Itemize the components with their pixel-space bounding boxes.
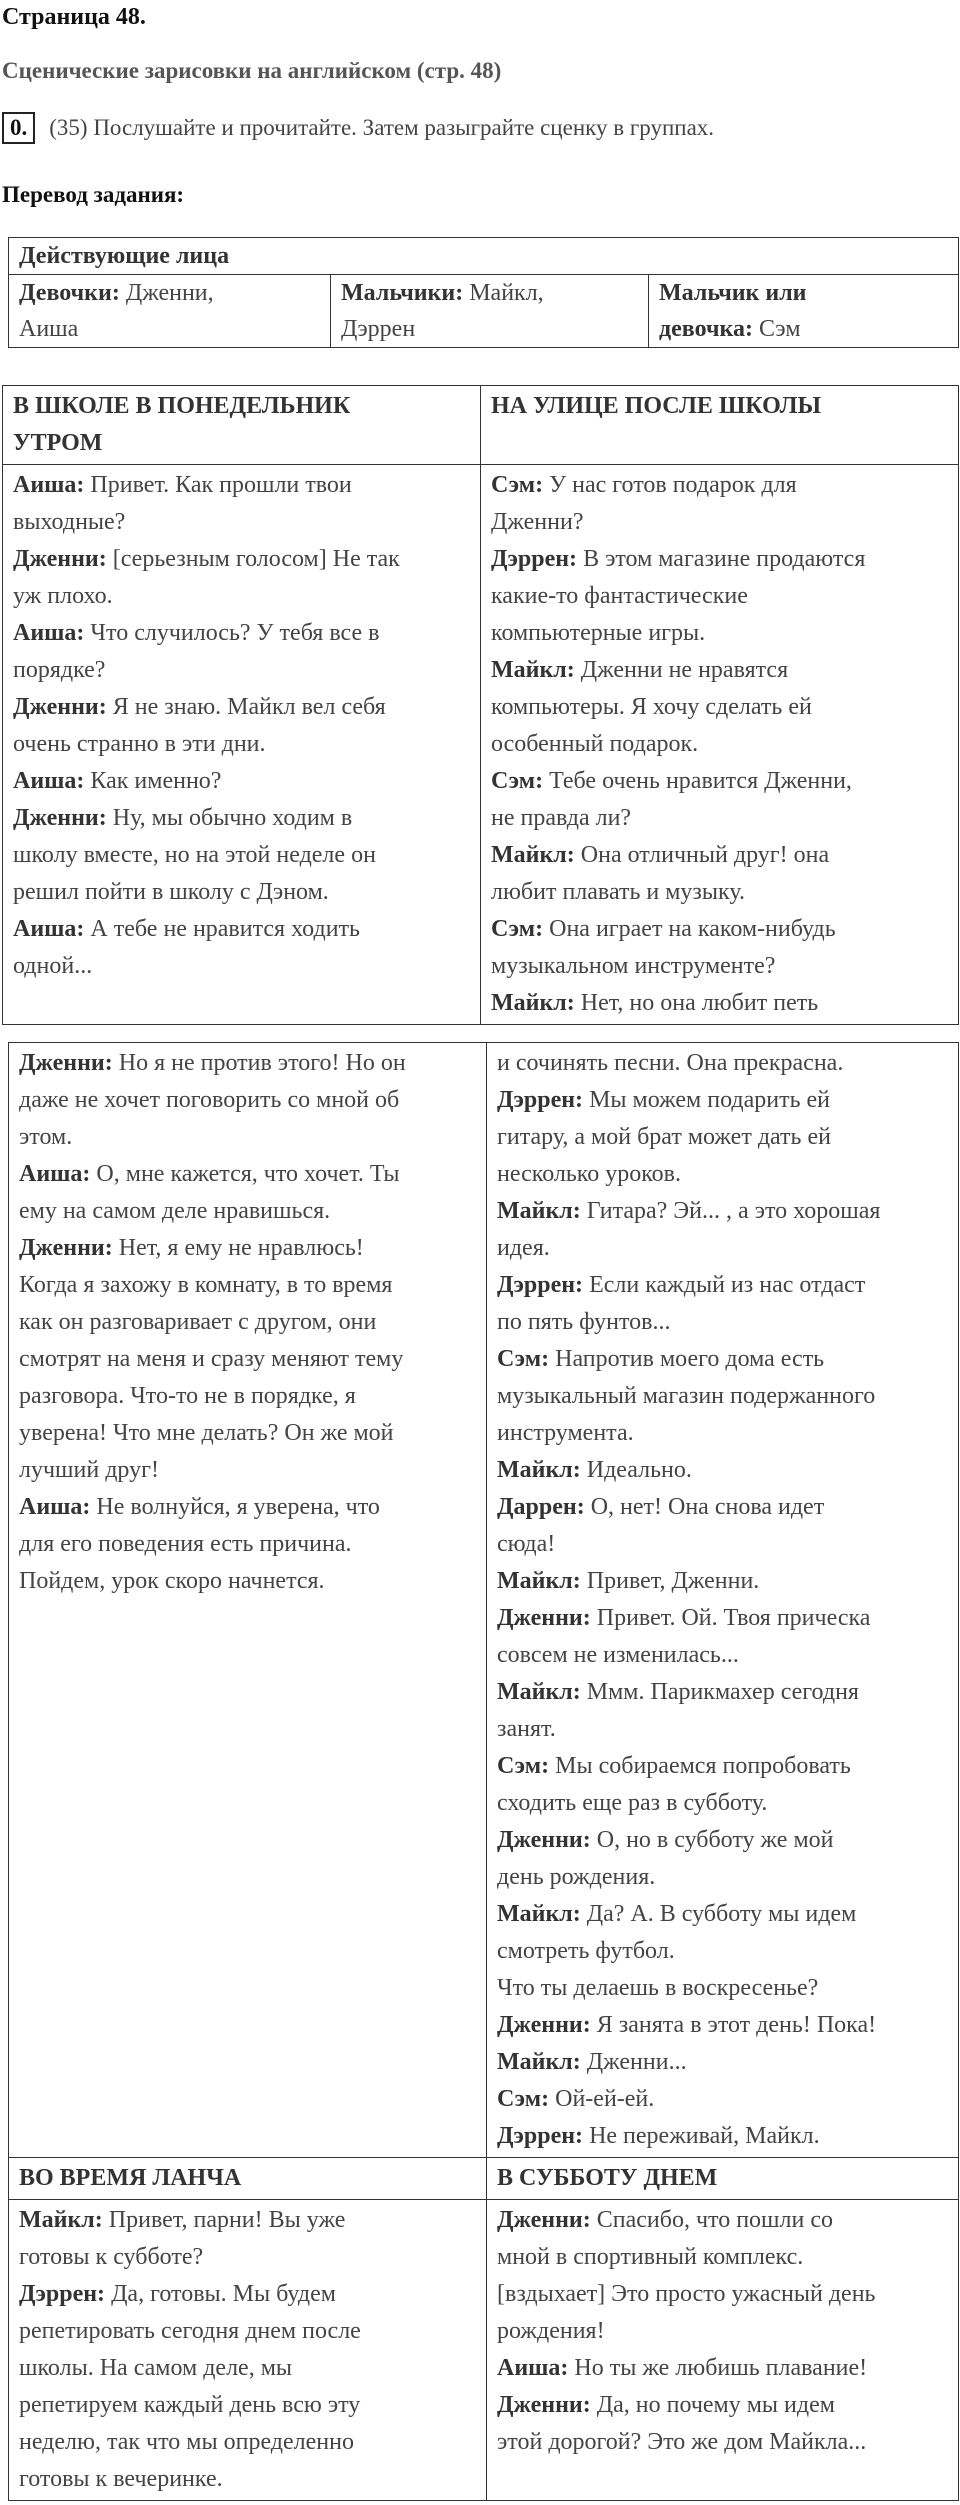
dialogue-line [491,763,948,800]
dialogue-line [13,467,470,504]
line-text: уверена! Что мне делать? Он же мой [19,1420,394,1446]
line-text: не правда ли? [491,805,632,831]
line-text: Она отличный друг! она [580,842,830,868]
dialogue-line [497,1082,948,1119]
line-text: Спасибо, что пошли со [596,2207,833,2233]
dialogue-line [497,1526,948,1563]
cast-girls [9,275,331,348]
dialogue-line [497,1785,948,1822]
line-text: В этом магазине продаются [583,546,866,572]
line-text: сходить еще раз в субботу. [497,1790,768,1816]
dialogue-line [497,1748,948,1785]
speaker-name: Дженни: [13,805,107,831]
line-text: Да? А. В субботу мы идем [586,1901,857,1927]
dialogue-monday-cont [9,1043,487,2158]
line-text: Не волнуйся, я уверена, что [96,1494,380,1520]
line-text: Да, готовы. Мы будем [111,2281,336,2307]
speaker-name: Сэм: [491,916,544,942]
speaker-name: Аиша: [19,1494,91,1520]
dialogue-line [491,874,948,911]
line-text: разговора. Что-то не в порядке, я [19,1383,356,1409]
girls-value: Дженни, [125,280,214,306]
dialogue-line [19,1156,476,1193]
line-text: рождения! [497,2318,605,2344]
speaker-name: Дэррен: [19,2281,106,2307]
line-text: Нет, я ему не нравлюсь! [118,1235,364,1261]
dialogue-line [13,874,470,911]
dialogue-line [19,1304,476,1341]
dialogue-line [497,1637,948,1674]
speaker-name: Дэррен: [497,2123,584,2149]
dialogue-line [497,1933,948,1970]
boys-label: Мальчики: [341,280,464,306]
line-text: Напротив моего дома есть [555,1346,825,1372]
dialogue-line [497,1600,948,1637]
line-text: У нас готов подарок для [549,472,797,498]
girls-value-2: Аиша [19,316,79,342]
dialogue-line [491,504,948,541]
line-text: О, но в субботу же мой [596,1827,834,1853]
dialogue-line [497,2276,948,2313]
line-text: какие-то фантастические [491,583,748,609]
dialogue-line [497,2118,948,2155]
scene-header-monday: В ШКОЛЕ В ПОНЕДЕЛЬНИК УТРОМ [3,386,481,465]
dialogue-line [497,1304,948,1341]
dialogue-line [491,467,948,504]
line-text: неделю, так что мы определенно [19,2429,354,2455]
line-text: [серьезным голосом] Не так [112,546,400,572]
dialogue-line [491,948,948,985]
dialogue-line [13,948,470,985]
line-text: репетируем каждый день всю эту [19,2392,361,2418]
speaker-name: Даррен: [497,1494,585,1520]
line-text: для его поведения есть причина. [19,1531,352,1557]
dialogue-line [497,1045,948,1082]
line-text: этой дорогой? Это же дом Майкла... [497,2429,867,2455]
line-text: решил пойти в школу с Дэном. [13,879,329,905]
line-text: Ой-ей-ей. [555,2086,655,2112]
dialogue-line [491,652,948,689]
scene-header-street: НА УЛИЦЕ ПОСЛЕ ШКОЛЫ [481,386,959,465]
dialogue-line [13,615,470,652]
dialogue-line [13,652,470,689]
page-title: Страница 48. [2,4,146,30]
dialogue-line [491,726,948,763]
dialogue-line [19,2350,476,2387]
line-text: Привет. Ой. Твоя прическа [596,1605,871,1631]
line-text: этом. [19,1124,73,1150]
speaker-name: Дженни: [19,1050,113,1076]
dialogue-line [13,800,470,837]
dialogue-line [19,2387,476,2424]
dialogue-line [13,837,470,874]
speaker-name: Аиша: [13,916,85,942]
task-number: 0. [2,112,35,144]
line-text: Да, но почему мы идем [596,2392,835,2418]
line-text: совсем не изменилась... [497,1642,739,1668]
speaker-name: Дэррен: [497,1087,584,1113]
dialogue-line [497,1489,948,1526]
dialogue-line [497,1711,948,1748]
line-text: [вздыхает] Это просто ужасный день [497,2281,876,2307]
line-text: как он разговаривает с другом, они [19,1309,377,1335]
dialogue-line [491,911,948,948]
dialogue-line [497,2007,948,2044]
speaker-name: Сэм: [491,472,544,498]
line-text: Пойдем, урок скоро начнется. [19,1568,325,1594]
line-text: особенный подарок. [491,731,699,757]
speaker-name: Майкл: [491,990,575,1016]
dialogue-line [19,2424,476,2461]
speaker-name: Дэррен: [497,1272,584,1298]
dialogue-line [497,1822,948,1859]
line-text: школы. На самом деле, мы [19,2355,293,2381]
dialogue-line [497,1267,948,1304]
dialogue-line [19,1415,476,1452]
line-text: готовы к вечеринке. [19,2466,223,2492]
cast-header: Действующие лица [9,238,959,275]
line-text: Но я не против этого! Но он [118,1050,406,1076]
speaker-name: Аиша: [13,472,85,498]
speaker-name: Дженни: [13,546,107,572]
dialogue-line [19,1267,476,1304]
line-text: Мы собираемся попробовать [555,1753,851,1779]
dialogue-line [13,541,470,578]
dialogue-line [13,911,470,948]
dialogue-line [491,985,948,1022]
speaker-name: Дженни: [13,694,107,720]
dialogue-line [19,1341,476,1378]
line-text: Ну, мы обычно ходим в [112,805,353,831]
line-text: музыкальном инструменте? [491,953,776,979]
line-text: Что случилось? У тебя все в [90,620,380,646]
dialogue-line [497,2387,948,2424]
line-text: порядке? [13,657,106,683]
line-text: Идеально. [586,1457,692,1483]
dialogue-line [491,837,948,874]
speaker-name: Аиша: [13,620,85,646]
dialogue-line [491,541,948,578]
line-text: Когда я захожу в комнату, в то время [19,1272,393,1298]
line-text: репетировать сегодня днем после [19,2318,361,2344]
scene-table-1 [2,385,959,1025]
dialogue-line [19,1045,476,1082]
dialogue-line [497,1674,948,1711]
cast-table [8,237,959,348]
dialogue-line [19,1452,476,1489]
boys-value-2: Дэррен [341,316,416,342]
dialogue-line [497,1563,948,1600]
dialogue-line [19,2276,476,2313]
speaker-name: Аиша: [13,768,85,794]
dialogue-line [19,1082,476,1119]
speaker-name: Майкл: [497,1679,581,1705]
line-text: Дженни не нравятся [580,657,789,683]
dialogue-line [497,2044,948,2081]
dialogue-line [19,1489,476,1526]
speaker-name: Майкл: [497,1901,581,1927]
speaker-name: Майкл: [497,1568,581,1594]
speaker-name: Майкл: [19,2207,103,2233]
boys-value: Майкл, [469,280,544,306]
speaker-name: Аиша: [497,2355,569,2381]
speaker-name: Дженни: [497,1605,591,1631]
dialogue-line [491,689,948,726]
line-text: компьютеры. Я хочу сделать ей [491,694,812,720]
dialogue-line [19,1119,476,1156]
scene-table-2 [8,1042,959,2501]
dialogue-line [13,504,470,541]
dialogue-lunch [9,2200,487,2501]
dialogue-line [497,1452,948,1489]
dialogue-street [481,465,959,1025]
line-text: Если каждый из нас отдаст [589,1272,866,1298]
line-text: очень странно в эти дни. [13,731,266,757]
line-text: Привет. Как прошли твои [90,472,352,498]
speaker-name: Сэм: [491,768,544,794]
speaker-name: Майкл: [497,2049,581,2075]
dialogue-line [497,2350,948,2387]
line-text: занят. [497,1716,556,1742]
dialogue-line [497,1193,948,1230]
line-text: сюда! [497,1531,556,1557]
speaker-name: Дженни: [497,2392,591,2418]
line-text: несколько уроков. [497,1161,682,1187]
speaker-name: Аиша: [19,1161,91,1187]
speaker-name: Сэм: [497,1346,550,1372]
speaker-name: Майкл: [497,1198,581,1224]
line-text: Но ты же любишь плавание! [574,2355,868,2381]
line-text: Привет, Дженни. [586,1568,760,1594]
speaker-name: Сэм: [497,1753,550,1779]
task-line [2,112,714,144]
scene-header-lunch: ВО ВРЕМЯ ЛАНЧА [9,2158,487,2200]
speaker-name: Майкл: [491,657,575,683]
line-text: Она играет на каком-нибудь [549,916,836,942]
speaker-name: Дженни: [497,2012,591,2038]
line-text: одной... [13,953,93,979]
line-text: Привет, парни! Вы уже [108,2207,346,2233]
line-text: Дженни? [491,509,584,535]
dialogue-line [19,1526,476,1563]
line-text: мной в спортивный комплекс. [497,2244,804,2270]
dialogue-line [497,2202,948,2239]
dialogue-line [497,1230,948,1267]
dialogue-line [497,1341,948,1378]
either-value: Сэм [758,316,801,342]
speaker-name: Дженни: [497,1827,591,1853]
speaker-name: Дженни: [497,2207,591,2233]
speaker-name: Майкл: [491,842,575,868]
speaker-name: Сэм: [497,2086,550,2112]
line-text: компьютерные игры. [491,620,706,646]
dialogue-line [497,2424,948,2461]
dialogue-line [497,1970,948,2007]
dialogue-street-cont [487,1043,959,2158]
dialogue-line [19,1563,476,1600]
speaker-name: Дэррен: [491,546,578,572]
line-text: смотрят на меня и сразу меняют тему [19,1346,404,1372]
line-text: Тебе очень нравится Дженни, [549,768,852,794]
line-text: Я занята в этот день! Пока! [596,2012,877,2038]
dialogue-line [491,578,948,615]
line-text: уж плохо. [13,583,113,609]
line-text: Что ты делаешь в воскресенье? [497,1975,819,2001]
dialogue-line [491,615,948,652]
line-text: ему на самом деле нравишься. [19,1198,331,1224]
line-text: готовы к субботе? [19,2244,204,2270]
speaker-name: Майкл: [497,1457,581,1483]
dialogue-line [497,1859,948,1896]
line-text: Не переживай, Майкл. [589,2123,820,2149]
line-text: Дженни... [586,2049,687,2075]
dialogue-line [497,1156,948,1193]
girls-label: Девочки: [19,280,120,306]
line-text: Гитара? Эй... , а это хорошая [586,1198,881,1224]
dialogue-line [497,1896,948,1933]
line-text: Нет, но она любит петь [580,990,819,1016]
dialogue-line [19,2239,476,2276]
dialogue-saturday [487,2200,959,2501]
dialogue-line [13,689,470,726]
line-text: по пять фунтов... [497,1309,671,1335]
section-subtitle: Сценические зарисовки на английском (стр. 48) [2,58,502,83]
dialogue-line [497,1415,948,1452]
dialogue-line [497,2239,948,2276]
line-text: инструмента. [497,1420,634,1446]
speaker-name: Дженни: [19,1235,113,1261]
line-text: любит плавать и музыку. [491,879,745,905]
line-text: О, мне кажется, что хочет. Ты [96,1161,400,1187]
cast-either [649,275,959,348]
line-text: гитару, а мой брат может дать ей [497,1124,831,1150]
line-text: выходные? [13,509,126,535]
dialogue-monday [3,465,481,1025]
line-text: лучший друг! [19,1457,159,1483]
line-text: Ммм. Парикмахер сегодня [586,1679,859,1705]
dialogue-line [19,2202,476,2239]
dialogue-line [497,2313,948,2350]
line-text: Как именно? [90,768,222,794]
line-text: идея. [497,1235,550,1261]
cast-boys [331,275,649,348]
line-text: музыкальный магазин подержанного [497,1383,876,1409]
dialogue-line [19,1378,476,1415]
translation-heading: Перевод задания: [2,182,185,207]
dialogue-line [19,2313,476,2350]
line-text: Мы можем подарить ей [589,1087,831,1113]
task-text: (35) Послушайте и прочитайте. Затем разыграйте сценку в группах. [49,115,715,140]
dialogue-line [13,763,470,800]
dialogue-line [13,578,470,615]
dialogue-line [13,726,470,763]
line-text: смотреть футбол. [497,1938,675,1964]
scene-header-saturday: В СУББОТУ ДНЕМ [487,2158,959,2200]
line-text: А тебе не нравится ходить [90,916,360,942]
line-text: школу вместе, но на этой неделе он [13,842,376,868]
line-text: Я не знаю. Майкл вел себя [112,694,386,720]
either-label: Мальчик или [659,280,807,306]
dialogue-line [497,1119,948,1156]
dialogue-line [497,2081,948,2118]
dialogue-line [491,800,948,837]
dialogue-line [19,1230,476,1267]
dialogue-line [497,1378,948,1415]
dialogue-line [19,1193,476,1230]
line-text: и сочинять песни. Она прекрасна. [497,1050,844,1076]
dialogue-line [19,2461,476,2498]
line-text: О, нет! Она снова идет [590,1494,825,1520]
either-label-2: девочка: [659,316,753,342]
line-text: даже не хочет поговорить со мной об [19,1087,400,1113]
line-text: день рождения. [497,1864,656,1890]
